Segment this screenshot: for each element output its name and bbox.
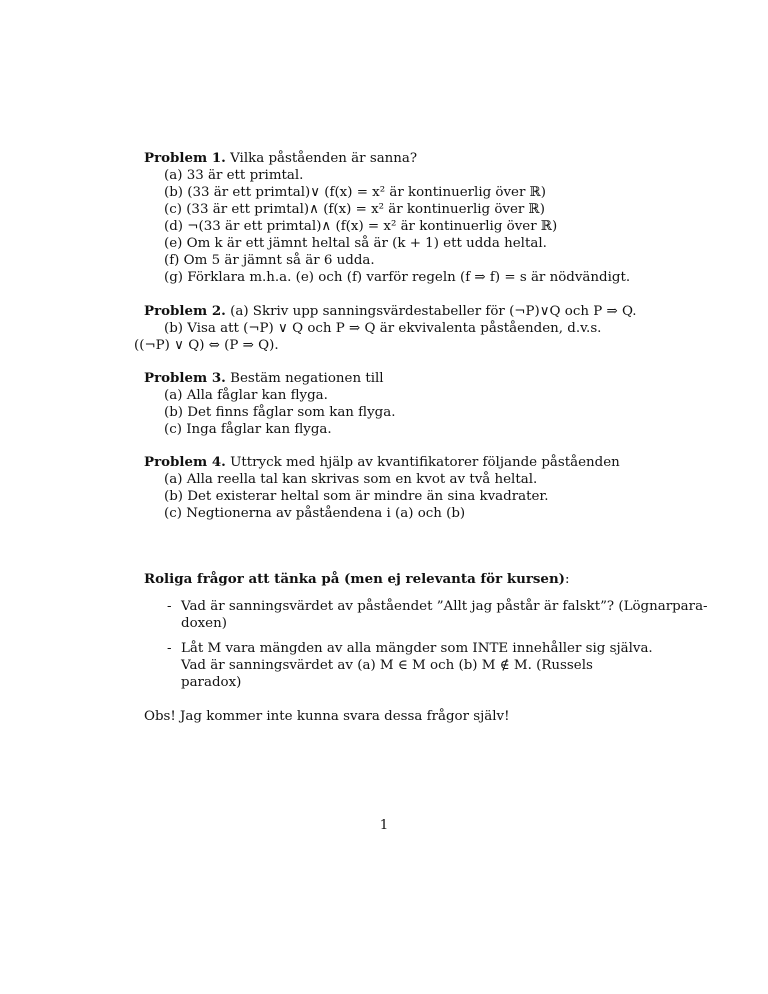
problem-3-heading: Problem 3. xyxy=(144,370,226,386)
fun-questions-heading xyxy=(144,571,644,588)
problem-2-line-b: (b) Visa att (¬P) ∨ Q och P ⇒ Q är ekvivalenta påståenden, d.v.s. xyxy=(164,321,602,336)
problem-4-item-b: (b) Det existerar heltal som är mindre än sina kvadrater. xyxy=(164,489,549,504)
problem-1-heading: Problem 1. xyxy=(144,150,226,166)
problem-4 xyxy=(144,454,644,522)
problem-3-item-a: (a) Alla fåglar kan flyga. xyxy=(164,388,328,403)
page-number: 1 xyxy=(379,818,389,833)
fun-bullet-1-line-2: doxen) xyxy=(181,616,227,631)
problem-4-item-c: (c) Negtionerna av påståendena i (a) och (b) xyxy=(164,506,466,521)
fun-heading-colon: : xyxy=(565,572,570,587)
problem-2-line-a: (a) Skriv upp sanningsvärdestabeller för (¬P)∨Q och P ⇒ Q. xyxy=(230,304,637,319)
problem-3-intro: Bestäm negationen till xyxy=(230,371,384,386)
fun-bullet-1-line-1: Vad är sanningsvärdet av påståendet ”Allt jag påstår är falskt”? (Lögnarpara- xyxy=(181,599,708,614)
problem-2-line-c: ((¬P) ∨ Q) ⇔ (P ⇒ Q). xyxy=(134,338,279,353)
problem-1-item-a: (a) 33 är ett primtal. xyxy=(164,168,304,183)
problem-3-item-c: (c) Inga fåglar kan flyga. xyxy=(164,422,332,437)
problem-1-intro: Vilka påståenden är sanna? xyxy=(230,151,418,166)
problem-1-item-d: (d) ¬(33 är ett primtal)∧ (f(x) = x² är kontinuerlig över ℝ) xyxy=(164,219,558,234)
fun-heading-text: Roliga frågor att tänka på (men ej relevanta för kursen) xyxy=(144,571,566,587)
fun-bullet-1 xyxy=(167,598,708,632)
fun-bullet-2 xyxy=(167,640,653,691)
problem-1 xyxy=(144,150,644,286)
problem-2-heading: Problem 2. xyxy=(144,303,226,319)
problem-1-item-f: (f) Om 5 är jämnt så är 6 udda. xyxy=(164,253,375,268)
bullet-dash: - xyxy=(167,599,172,614)
problem-2 xyxy=(144,303,644,337)
fun-bullet-2-line-2: Vad är sanningsvärdet av (a) M ∈ M och (b) M ∉ M. (Russels xyxy=(181,658,593,673)
problem-1-item-e: (e) Om k är ett jämnt heltal så är (k + 1) ett udda heltal. xyxy=(164,236,547,251)
fun-bullet-2-line-1: Låt M vara mängden av alla mängder som INTE innehåller sig själva. xyxy=(181,641,653,656)
bullet-dash: - xyxy=(167,641,172,656)
problem-3 xyxy=(144,370,644,438)
problem-4-heading: Problem 4. xyxy=(144,454,226,470)
problem-1-item-g: (g) Förklara m.h.a. (e) och (f) varför regeln (f ⇒ f) = s är nödvändigt. xyxy=(164,270,631,285)
problem-4-intro: Uttryck med hjälp av kvantifikatorer följande påståenden xyxy=(230,455,620,470)
problem-3-item-b: (b) Det finns fåglar som kan flyga. xyxy=(164,405,396,420)
problem-1-item-b: (b) (33 är ett primtal)∨ (f(x) = x² är kontinuerlig över ℝ) xyxy=(164,185,546,200)
fun-bullet-2-line-3: paradox) xyxy=(181,675,242,690)
problem-4-item-a: (a) Alla reella tal kan skrivas som en kvot av två heltal. xyxy=(164,472,538,487)
obs-note: Obs! Jag kommer inte kunna svara dessa frågor själv! xyxy=(144,709,510,724)
problem-1-item-c: (c) (33 är ett primtal)∧ (f(x) = x² är kontinuerlig över ℝ) xyxy=(164,202,545,217)
